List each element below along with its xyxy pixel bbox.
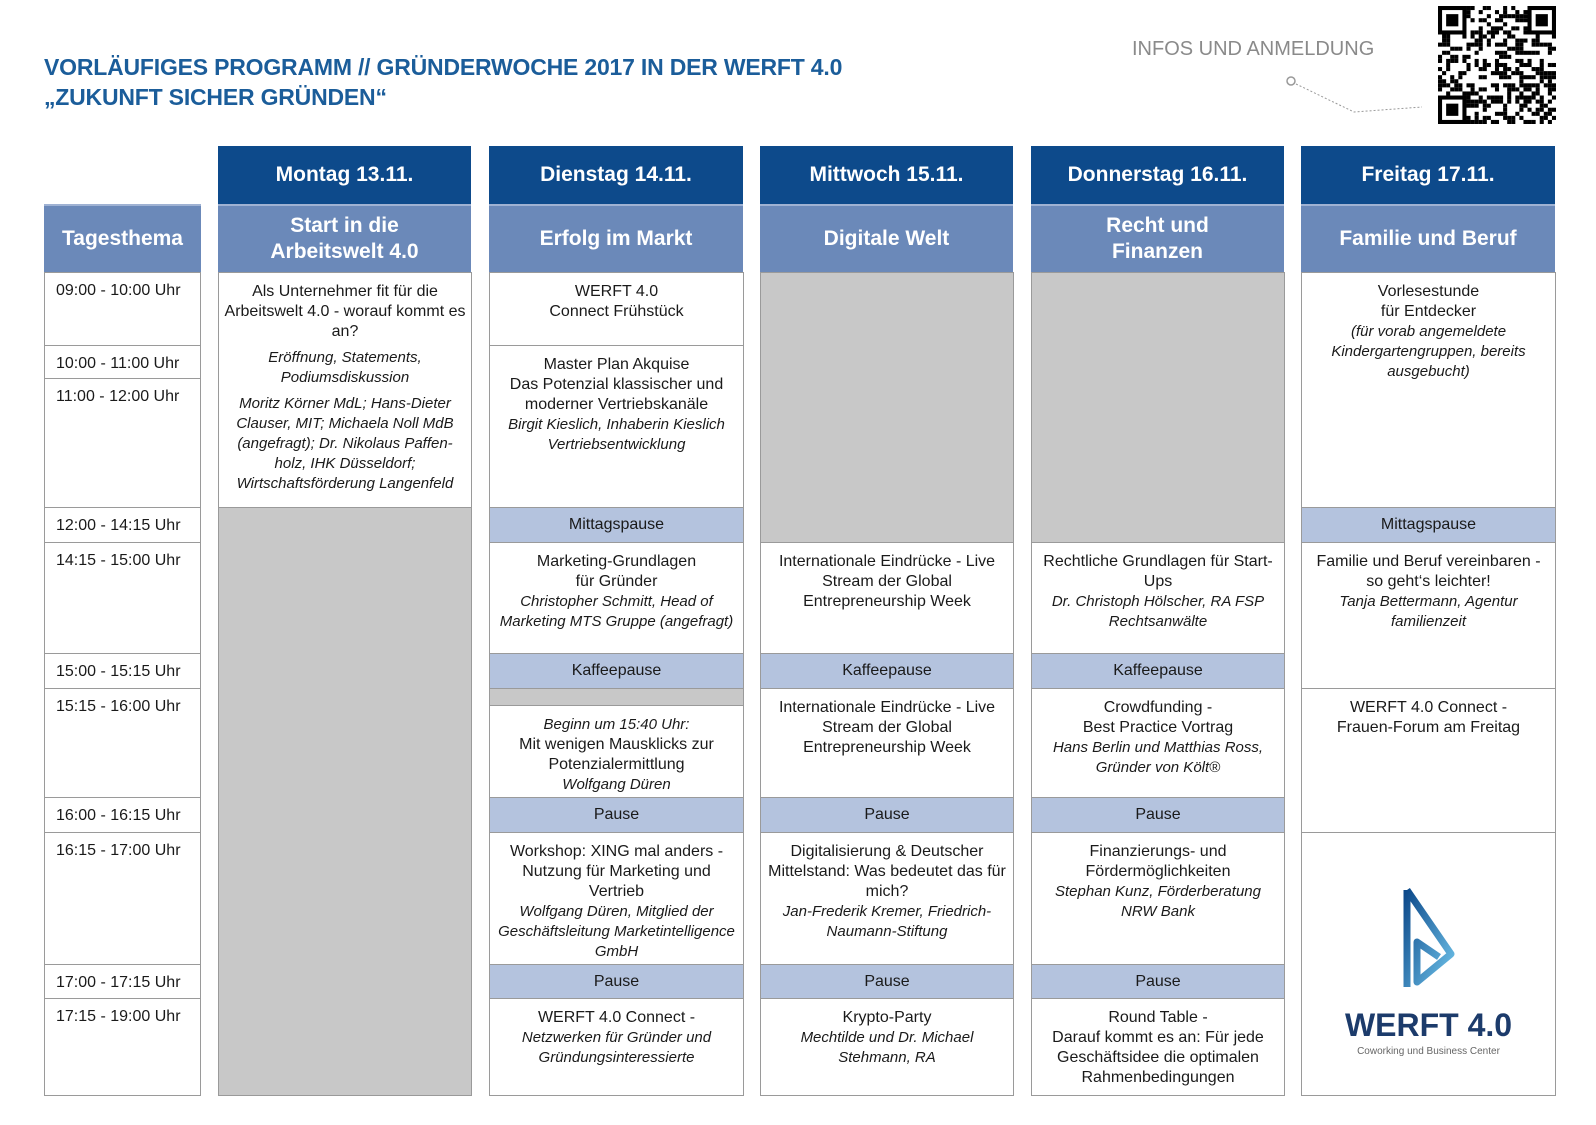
break-cell [760, 797, 1014, 833]
pointer-line-icon [1284, 72, 1424, 117]
event-detail: Wolfgang Düren, Mitglied der Geschäftsleitung Marketintelligence GmbH [498, 903, 735, 960]
event-title: Frauen-Forum am Freitag [1336, 719, 1521, 736]
time-slot: 14:15 - 15:00 Uhr [44, 542, 201, 654]
break-cell [489, 653, 744, 689]
break-cell [489, 964, 744, 999]
event-title: für Gründer [575, 573, 658, 590]
event-title: Internationale Eindrücke - Live Stream der Global Entrepreneurship Week [778, 699, 996, 756]
event-cell [760, 542, 1014, 654]
event-title: Krypto-Party [842, 1009, 932, 1026]
event-cell [489, 542, 744, 654]
break-cell [1301, 507, 1556, 543]
event-title: Kaffeepause [842, 662, 932, 679]
event-title: Pause [593, 806, 640, 823]
break-cell [489, 507, 744, 543]
event-title: Kaffeepause [1113, 662, 1203, 679]
qr-code-icon[interactable] [1438, 6, 1556, 124]
event-detail: Moritz Körner MdL; Hans-Dieter Clauser, MIT; Michaela Noll MdB (angefragt); Dr. Nikolaus Paffen-holz, IHK Düsseldorf; Wirtschaftsförderung Langenfeld [236, 395, 454, 492]
logo-name: WERFT 4.0 [1344, 1007, 1513, 1043]
day-theme: Digitale Welt [760, 204, 1013, 272]
event-cell [1301, 272, 1556, 508]
event-title: Finanzierungs- und Fördermöglichkeiten [1085, 843, 1231, 880]
event-title: Internationale Eindrücke - Live Stream der Global Entrepreneurship Week [778, 553, 996, 610]
event-cell [1301, 688, 1556, 833]
event-title: Pause [1135, 806, 1181, 823]
empty-cell [760, 272, 1014, 543]
day-header: Dienstag 14.11. [489, 146, 743, 204]
event-detail: Jan-Frederik Kremer, Friedrich-Naumann-Stiftung [782, 903, 992, 940]
day-theme: Start in die Arbeitswelt 4.0 [218, 204, 471, 272]
event-title: Pause [1135, 973, 1181, 990]
logo-cell [1301, 832, 1556, 1096]
event-title: Connect Frühstück [549, 303, 684, 320]
event-title: Pause [864, 973, 910, 990]
time-slot: 16:15 - 17:00 Uhr [44, 832, 201, 965]
empty-cell [489, 688, 744, 706]
day-header: Donnerstag 16.11. [1031, 146, 1284, 204]
event-cell [489, 705, 744, 798]
day-header: Montag 13.11. [218, 146, 471, 204]
day-theme: Recht und Finanzen [1031, 204, 1284, 272]
time-slot: 10:00 - 11:00 Uhr [44, 345, 201, 379]
page-subtitle: „ZUKUNFT SICHER GRÜNDEN“ [44, 84, 387, 110]
event-detail: Hans Berlin und Matthias Ross, Gründer von Költ® [1052, 739, 1264, 776]
day-theme: Erfolg im Markt [489, 204, 743, 272]
event-title: für Entdecker [1380, 303, 1477, 320]
event-cell [1031, 542, 1285, 654]
event-title: Workshop: XING mal anders - Nutzung für Marketing und Vertrieb [509, 843, 724, 900]
event-cell [1031, 998, 1285, 1096]
event-detail: Tanja Bettermann, Agentur familienzeit [1339, 593, 1518, 630]
empty-cell [1031, 272, 1285, 543]
event-title: Mit wenigen Mausklicks zur Potenzialermittlung [519, 736, 714, 773]
event-title: Familie und Beruf vereinbaren - so geht‘s leichter! [1316, 553, 1541, 590]
event-title: Pause [864, 806, 910, 823]
event-detail: Stephan Kunz, Förderberatung NRW Bank [1055, 883, 1261, 920]
event-title: WERFT 4.0 Connect - [1349, 699, 1508, 716]
event-title: Pause [593, 973, 640, 990]
event-title: Round Table - [1108, 1009, 1208, 1026]
page-title: VORLÄUFIGES PROGRAMM // GRÜNDERWOCHE 2017 IN DER WERFT 4.0 [44, 54, 843, 80]
break-cell [760, 964, 1014, 999]
event-title: WERFT 4.0 [574, 283, 659, 300]
event-cell [489, 998, 744, 1096]
event-title: Vorlesestunde [1377, 283, 1480, 300]
event-title: Digitalisierung & Deutscher Mittelstand: Was bedeutet das für mich? [768, 843, 1006, 900]
event-detail: Netzwerken für Gründer und Gründungsinteressierte [521, 1029, 712, 1066]
event-detail: (für vorab angemeldete Kindergartengruppen, bereits ausgebucht) [1331, 323, 1526, 380]
theme-label: Tagesthema [44, 204, 201, 272]
event-detail: Eröffnung, Statements, Podiumsdiskussion [268, 349, 422, 386]
event-cell [489, 345, 744, 508]
time-slot: 17:15 - 19:00 Uhr [44, 998, 201, 1096]
time-slot: 09:00 - 10:00 Uhr [44, 272, 201, 346]
event-title: Best Practice Vortrag [1082, 719, 1234, 736]
event-title: Mittagspause [568, 516, 665, 533]
event-cell [1301, 542, 1556, 689]
time-slot: 15:00 - 15:15 Uhr [44, 653, 201, 689]
event-title: Das Potenzial klassischer und moderner Vertriebskanäle [509, 376, 724, 413]
event-cell [489, 832, 744, 965]
time-slot: 16:00 - 16:15 Uhr [44, 797, 201, 833]
break-cell [1031, 653, 1285, 689]
empty-cell [218, 507, 472, 1096]
time-slot: 11:00 - 12:00 Uhr [44, 378, 201, 508]
event-cell [760, 832, 1014, 965]
werft-logo-icon [1389, 882, 1469, 1002]
event-detail: Birgit Kieslich, Inhaberin Kieslich Vertriebsentwicklung [508, 416, 725, 453]
event-detail: Christopher Schmitt, Head of Marketing MTS Gruppe (angefragt) [499, 593, 734, 630]
infos-label: INFOS UND ANMELDUNG [1132, 38, 1375, 60]
logo-tagline: Coworking und Business Center [1357, 1046, 1500, 1057]
event-cell [1031, 688, 1285, 798]
day-header: Mittwoch 15.11. [760, 146, 1013, 204]
day-theme: Familie und Beruf [1301, 204, 1555, 272]
event-detail: Dr. Christoph Hölscher, RA FSP Rechtsanwälte [1051, 593, 1265, 630]
event-cell [1031, 832, 1285, 965]
event-detail: Mechtilde und Dr. Michael Stehmann, RA [800, 1029, 974, 1066]
event-cell [760, 998, 1014, 1096]
event-title: Rechtliche Grundlagen für Start-Ups [1043, 553, 1273, 590]
break-cell [489, 797, 744, 833]
event-title: Master Plan Akquise [543, 356, 690, 373]
time-slot: 15:15 - 16:00 Uhr [44, 688, 201, 798]
time-slot: 12:00 - 14:15 Uhr [44, 507, 201, 543]
break-cell [1031, 964, 1285, 999]
event-detail: Beginn um 15:40 Uhr: [543, 716, 690, 733]
day-header: Freitag 17.11. [1301, 146, 1555, 204]
event-title: Darauf kommt es an: Für jede Geschäftsidee die optimalen Rahmenbedingungen [1052, 1029, 1264, 1086]
event-cell [218, 272, 472, 508]
time-slot: 17:00 - 17:15 Uhr [44, 964, 201, 999]
event-title: Mittagspause [1380, 516, 1477, 533]
event-title: Kaffeepause [571, 662, 662, 679]
event-title: Marketing-Grundlagen [536, 553, 697, 570]
break-cell [760, 653, 1014, 689]
event-title: Crowdfunding - [1103, 699, 1213, 716]
event-title: WERFT 4.0 Connect - [537, 1009, 696, 1026]
event-cell [489, 272, 744, 346]
event-detail: Wolfgang Düren [562, 776, 671, 793]
event-title: Als Unternehmer fit für die Arbeitswelt 4.0 - worauf kommt es an? [224, 283, 466, 340]
break-cell [1031, 797, 1285, 833]
event-cell [760, 688, 1014, 798]
